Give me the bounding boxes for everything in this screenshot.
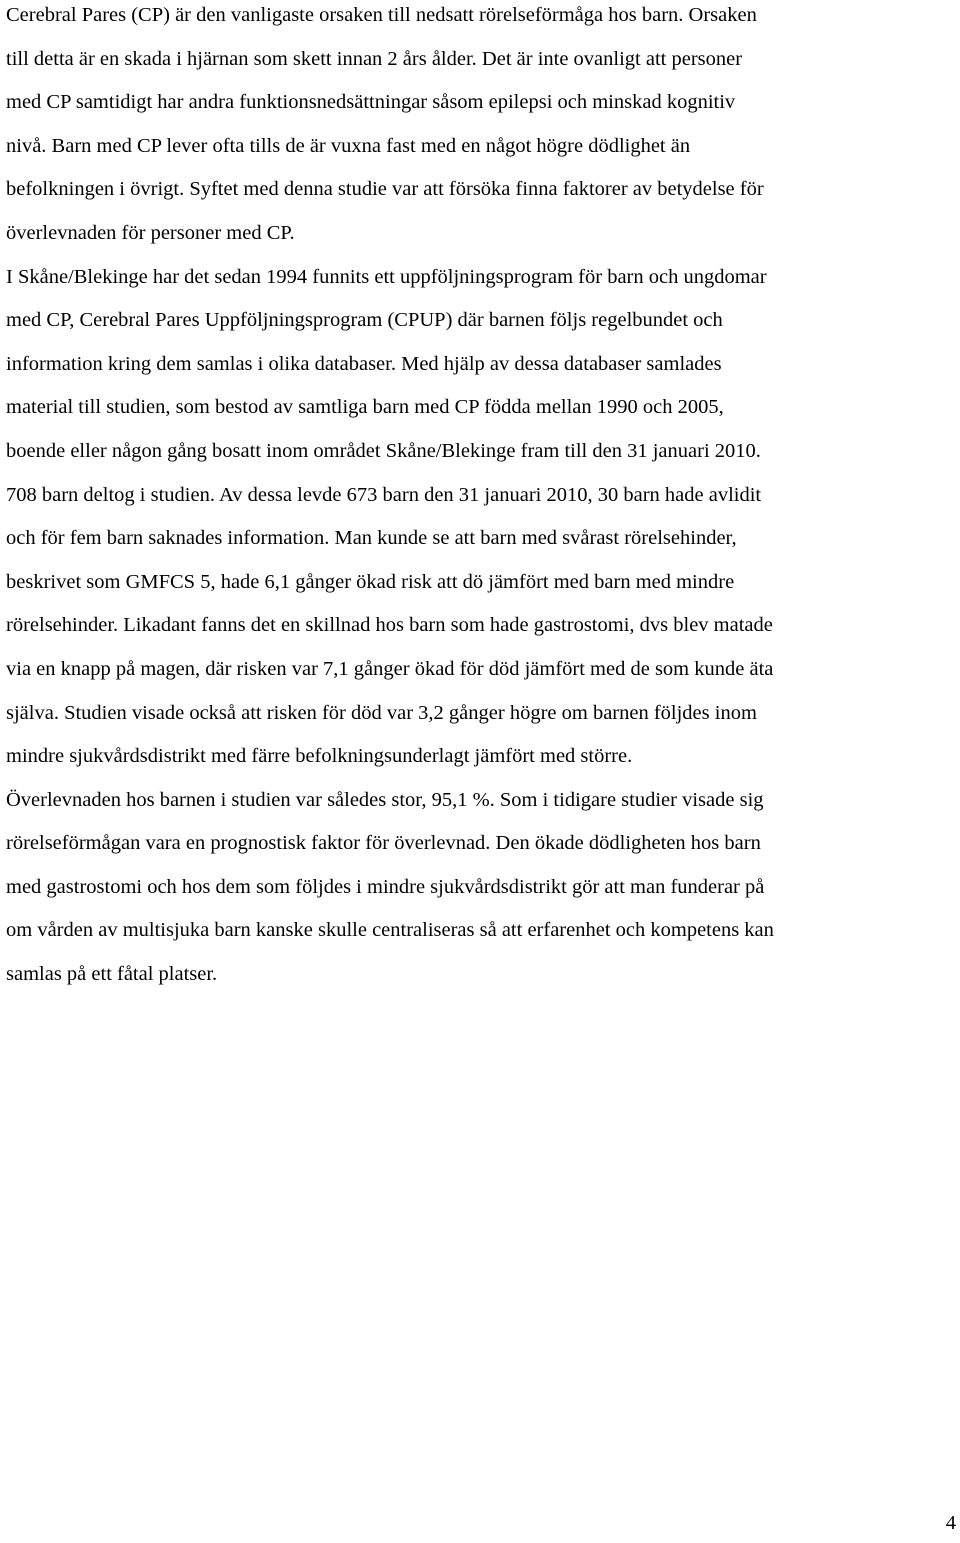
text-line: överlevnaden för personer med CP. xyxy=(6,221,295,244)
text-line: rörelsehinder. Likadant fanns det en skillnad hos barn som hade gastrostomi, dvs blev matade xyxy=(6,614,773,637)
text-line: boende eller någon gång bosatt inom området Skåne/Blekinge fram till den 31 januari 2010. xyxy=(6,439,761,462)
text-line: själva. Studien visade också att risken för död var 3,2 gånger högre om barnen följdes inom xyxy=(6,701,757,724)
text-line: med gastrostomi och hos dem som följdes i mindre sjukvårdsdistrikt gör att man funderar på xyxy=(6,875,765,898)
text-line: beskrivet som GMFCS 5, hade 6,1 gånger ökad risk att dö jämfört med barn med mindre xyxy=(6,570,735,593)
text-line: om vården av multisjuka barn kanske skulle centraliseras så att erfarenhet och kompetens kan xyxy=(6,919,774,942)
text-line: information kring dem samlas i olika databaser. Med hjälp av dessa databaser samlades xyxy=(6,352,722,375)
text-line: Överlevnaden hos barnen i studien var således stor, 95,1 %. Som i tidigare studier visade sig xyxy=(6,788,764,811)
text-line: via en knapp på magen, där risken var 7,1 gånger ökad för död jämfört med de som kunde äta xyxy=(6,657,774,680)
text-line: med CP samtidigt har andra funktionsnedsättningar såsom epilepsi och minskad kognitiv xyxy=(6,91,736,114)
text-line: material till studien, som bestod av samtliga barn med CP födda mellan 1990 och 2005, xyxy=(6,396,724,419)
text-line: 708 barn deltog i studien. Av dessa levde 673 barn den 31 januari 2010, 30 barn hade avlidit xyxy=(6,483,762,506)
text-line: med CP, Cerebral Pares Uppföljningsprogram (CPUP) där barnen följs regelbundet och xyxy=(6,309,723,332)
text-line: samlas på ett fåtal platser. xyxy=(6,963,218,986)
text-line: mindre sjukvårdsdistrikt med färre befolkningsunderlagt jämfört med större. xyxy=(6,745,633,768)
text-line: till detta är en skada i hjärnan som skett innan 2 års ålder. Det är inte ovanligt att personer xyxy=(6,47,743,70)
page-number: 4 xyxy=(945,1512,956,1534)
text-line: nivå. Barn med CP lever ofta tills de är vuxna fast med en något högre dödlighet än xyxy=(6,134,691,157)
text-line: rörelseförmågan vara en prognostisk faktor för överlevnad. Den ökade dödligheten hos barn xyxy=(6,832,761,855)
text-line: befolkningen i övrigt. Syftet med denna studie var att försöka finna faktorer av betydelse för xyxy=(6,178,764,201)
text-line: och för fem barn saknades information. Man kunde se att barn med svårast rörelsehinder, xyxy=(6,527,737,550)
body-text xyxy=(6,0,954,997)
text-line: I Skåne/Blekinge har det sedan 1994 funnits ett uppföljningsprogram för barn och ungdomar xyxy=(6,265,767,288)
text-line: Cerebral Pares (CP) är den vanligaste orsaken till nedsatt rörelseförmåga hos barn. Orsaken xyxy=(6,4,757,26)
